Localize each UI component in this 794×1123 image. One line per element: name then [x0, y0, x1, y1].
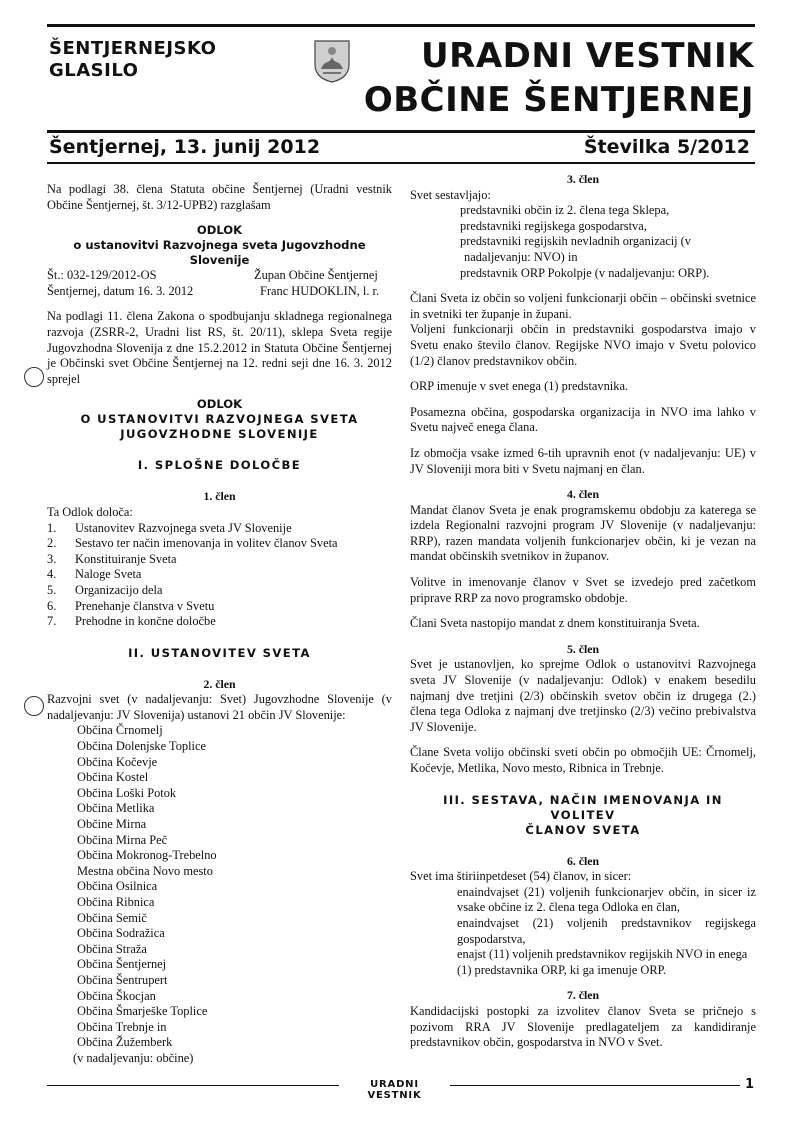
clen-3-intro: Svet sestavljajo:: [410, 187, 491, 202]
title-line2: OBČINE ŠENTJERNEJ: [363, 80, 754, 120]
footer-rule-left: [47, 1085, 339, 1086]
list-item: predstavniki regijskih nevladnih organizacij (v: [460, 234, 691, 249]
odlok1-title: ODLOK: [196, 223, 243, 238]
clen-3-list: [410, 203, 756, 281]
list-item: Občina Semič: [77, 910, 147, 925]
left-column: [47, 172, 392, 1067]
clen-4-heading: 4. člen: [566, 487, 600, 502]
clen-5-paragraph-2: Člane Sveta volijo občinski sveti občin po območjih UE: Črnomelj, Kočevje, Metlika, Novo mesto, Ribnica in Trebnje.: [410, 745, 756, 775]
odlok2-subtitle-1: O USTANOVITVI RAZVOJNEGA SVETA: [80, 412, 359, 427]
clen-1-list: [47, 521, 392, 630]
list-item: Občina Mokronog-Trebelno: [77, 848, 217, 863]
clen-3-paragraph-3: ORP imenuje v svet enega (1) predstavnika.: [410, 379, 629, 394]
odlok2-title: ODLOK: [196, 397, 243, 412]
intro-paragraph-1: Na podlagi 38. člena Statuta občine Šentjernej (Uradni vestnik Občine Šentjernej, št. 3/12-UPB2) razglašam: [47, 182, 392, 212]
section-heading-1: I. SPLOŠNE DOLOČBE: [137, 458, 302, 473]
list-item: enaindvajset (21) voljenih predstavnikov regijskega gospodarstva,: [457, 915, 756, 946]
list-item: 3. Konstituiranje Sveta: [47, 551, 177, 566]
clen-2-text: Razvojni svet (v nadaljevanju: Svet) Jugovzhodne Slovenije (v nadaljevanju: JV Slovenija) ustanovi 21 občin JV Slovenije:: [47, 692, 392, 722]
list-item: nadaljevanju: NVO) in: [464, 249, 578, 264]
punch-hole-bottom: [24, 696, 44, 716]
signature-row-2: [47, 284, 392, 300]
list-item: 5. Organizacijo dela: [47, 582, 163, 597]
clen-2-heading: 2. člen: [203, 676, 236, 691]
clen-3-heading: 3. člen: [566, 172, 600, 186]
list-item: Občina Loški Potok: [77, 785, 177, 800]
clen-4-paragraph-3: Člani Sveta nastopijo mandat z dnem konstituiranja Sveta.: [410, 616, 700, 631]
list-item: Občina Mirna Peč: [77, 832, 168, 847]
municipality-list: [47, 723, 392, 1050]
punch-hole-top: [24, 367, 44, 387]
mayor-name: Franc HUDOKLIN, l. r.: [260, 283, 380, 298]
clen-1-intro: Ta Odlok določa:: [47, 504, 133, 519]
clen-7-heading: 7. člen: [566, 988, 600, 1003]
intro-paragraph-2: Na podlagi 11. člena Zakona o spodbujanju skladnega regionalnega razvoja (ZSRR-2, Uradni list RS, št. 20/11), sklepa Sveta regije Jugovzhodna Slovenija z dne 15.2.2012 in Statuta Občine Šentjernej je Občinski svet Občine Šentjernej na 12. redni seji dne 16. 3. 2012 sprejel: [47, 309, 392, 386]
clen-7-paragraph-1: Kandidacijski postopki za izvolitev članov Sveta se pričnejo s pozivom RRA JV Slovenije predlagateljem za kandidiranje predstavnikov občin, gospodarstva in NVO v Svet.: [410, 1003, 756, 1050]
footer-label: URADNI VESTNIK: [367, 1079, 422, 1101]
clen-3-paragraph-5: Iz območja vsake izmed 6-tih upravnih enot (v nadaljevanju: UE) v JV Sloveniji mora biti v Svetu najmanj en član.: [410, 445, 756, 476]
footer-rule-right: [450, 1085, 740, 1086]
list-item: Občina Ribnica: [77, 895, 155, 909]
list-item: predstavnik ORP Pokolpje (v nadaljevanju: ORP).: [460, 265, 710, 280]
municipality-note: (v nadaljevanju: občine): [73, 1050, 194, 1065]
section-heading-3-line2: ČLANOV SVETA: [525, 822, 641, 837]
list-item: Občina Škocjan: [77, 988, 156, 1003]
list-item: Občina Šmarješke Toplice: [77, 1004, 208, 1019]
mayor-office: Župan Občine Šentjernej: [254, 268, 378, 283]
clen-6-heading: 6. člen: [566, 853, 600, 868]
signature-row-1: [47, 268, 392, 284]
list-item: Občina Sodražica: [77, 926, 165, 941]
issue-number: Številka 5/2012: [583, 136, 750, 158]
title-line1: URADNI VESTNIK: [421, 36, 754, 76]
masthead-title: [364, 34, 754, 122]
clen-5-paragraph-1: Svet je ustanovljen, ko sprejme Odlok o ustanovitvi Razvojnega sveta JV Slovenije (v nadaljevanju: Odlok) v enakem besedilu najmanj dve tretjini (2/3) občinskih svetov občin iz drugega (2.) člena tega Odloka z najmanj dve tretjinsko (2/3) večino prebivalstva JV Slovenije.: [410, 657, 756, 734]
clen-3-paragraph-1: Člani Sveta iz občin so voljeni funkcionarji občin – občinski svetnice in svetniki ter županje in župani.: [410, 291, 756, 321]
glasilo-masthead: [49, 38, 216, 82]
header-bottom-rule: [47, 130, 755, 133]
right-column: [410, 172, 756, 1051]
list-item: predstavniki občin iz 2. člena tega Sklepa,: [460, 203, 670, 218]
list-item: enaindvajset (21) voljenih funkcionarjev občin, in sicer iz vsake občine iz 2. člena tega Odloka en član,: [457, 884, 756, 915]
list-item: Mestna občina Novo mesto: [77, 863, 213, 878]
clen-3-paragraph-4: Posamezna občina, gospodarska organizacija in NVO ima lahko v Svetu največ enega člana.: [410, 404, 756, 435]
list-item: 2. Sestavo ter način imenovanja in volitev članov Sveta: [47, 536, 338, 551]
issue-date: Šentjernej, 13. junij 2012: [49, 136, 321, 158]
list-item: enajst (11) voljenih predstavnikov regijskih NVO in enega (1) predstavnika ORP, ki ga imenuje ORP.: [457, 947, 748, 977]
clen-5-heading: 5. člen: [566, 641, 600, 656]
dateline-rule: [47, 162, 755, 164]
odlok1-subtitle: o ustanovitvi Razvojnega sveta Jugovzhodne Slovenije: [73, 238, 366, 268]
list-item: 4. Naloge Sveta: [47, 567, 142, 582]
page-number: 1: [744, 1077, 754, 1092]
document-number: Št.: 032-129/2012-OS: [47, 268, 157, 283]
list-item: Občina Trebnje in: [77, 1019, 167, 1034]
clen-1-heading: 1. člen: [203, 489, 236, 504]
list-item: Občina Osilnica: [77, 879, 158, 894]
list-item: Občina Straža: [77, 941, 147, 956]
coat-of-arms-icon: [313, 39, 351, 83]
list-item: predstavniki regijskega gospodarstva,: [460, 218, 647, 233]
list-item: Občina Žužemberk: [77, 1035, 173, 1050]
list-item: Občina Kostel: [77, 770, 149, 785]
clen-6-list: [410, 885, 756, 979]
odlok2-subtitle-2: JUGOVZHODNE SLOVENIJE: [120, 427, 319, 442]
list-item: 1. Ustanovitev Razvojnega sveta JV Slovenije: [47, 520, 292, 535]
list-item: Občina Dolenjske Toplice: [77, 739, 206, 754]
list-item: 6. Prenehanje članstva v Svetu: [47, 598, 215, 613]
list-item: Občina Metlika: [77, 801, 155, 816]
clen-4-paragraph-1: Mandat članov Sveta je enak programskemu obdobju za katerega se izdela Regionalni razvojni program JV Slovenije (v nadaljevanju: RRP), razen mandata voljenih funkcionarjev občin, ki je vezan na mandat občinskih svetnikov in županov.: [410, 502, 756, 564]
list-item: Občina Šentrupert: [77, 972, 168, 987]
section-heading-3-line1: III. SESTAVA, NAČIN IMENOVANJA IN VOLITEV: [443, 792, 723, 822]
glasilo-line1: ŠENTJERNEJSKO: [49, 38, 217, 59]
document-date: Šentjernej, datum 16. 3. 2012: [47, 283, 194, 298]
list-item: Občine Mirna: [77, 817, 147, 832]
glasilo-line2: GLASILO: [49, 60, 139, 81]
list-item: Občina Šentjernej: [77, 957, 167, 972]
list-item: 7. Prehodne in končne določbe: [47, 614, 216, 629]
header-top-rule: [47, 24, 755, 27]
clen-6-intro: Svet ima štiriinpetdeset (54) članov, in sicer:: [410, 869, 632, 884]
list-item: Občina Kočevje: [77, 754, 158, 769]
section-heading-2: II. USTANOVITEV SVETA: [128, 645, 311, 660]
clen-3-paragraph-2: Voljeni funkcionarji občin in predstavniki gospodarstva imajo v Svetu enako število članov. Regijske NVO imajo v Svetu polovico (1/2) članov predstavnikov občin.: [410, 322, 756, 368]
list-item: Občina Črnomelj: [77, 723, 163, 738]
clen-4-paragraph-2: Volitve in imenovanje članov v Svet se izvedejo pred začetkom priprave RRP za novo programsko obdobje.: [410, 575, 756, 605]
